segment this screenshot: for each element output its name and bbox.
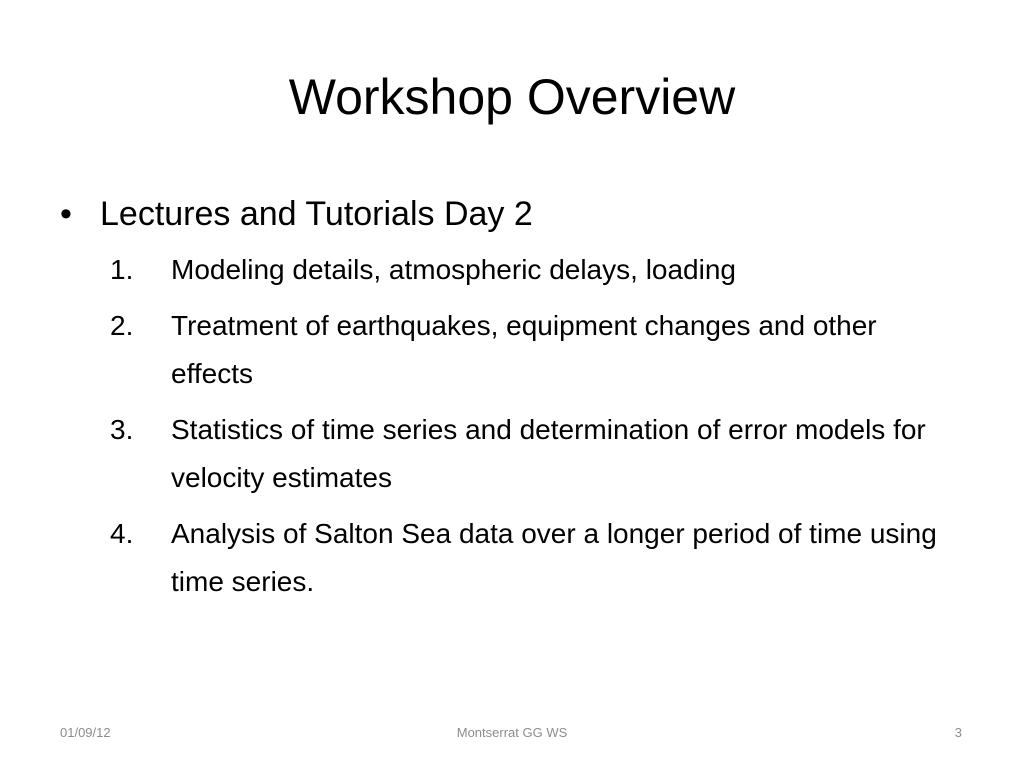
list-item-number: 1. (110, 254, 134, 285)
slide-title: Workshop Overview (288, 69, 736, 125)
list-item-text: Statistics of time series and determination of error models for velocity estimates (171, 414, 926, 493)
list-item-number: 2. (110, 310, 134, 341)
footer-date: 01/09/12 (60, 725, 111, 740)
footer-title: Montserrat GG WS (456, 725, 568, 740)
list-item (60, 246, 960, 294)
list-item (60, 406, 960, 502)
list-item-number: 4. (110, 518, 134, 549)
bullet-text: Lectures and Tutorials Day 2 (100, 195, 533, 233)
list-item-text: Treatment of earthquakes, equipment changes and other effects (171, 310, 877, 389)
numbered-list (60, 246, 960, 606)
slide-body (60, 186, 960, 614)
bullet-icon: • (60, 195, 72, 233)
bullet-item (60, 186, 960, 242)
list-item-text: Modeling details, atmospheric delays, loading (171, 254, 736, 285)
list-item-text: Analysis of Salton Sea data over a longer period of time using time series. (171, 518, 937, 597)
page-number: 3 (954, 725, 962, 740)
list-item (60, 302, 960, 398)
list-item-number: 3. (110, 414, 134, 445)
list-item (60, 510, 960, 606)
